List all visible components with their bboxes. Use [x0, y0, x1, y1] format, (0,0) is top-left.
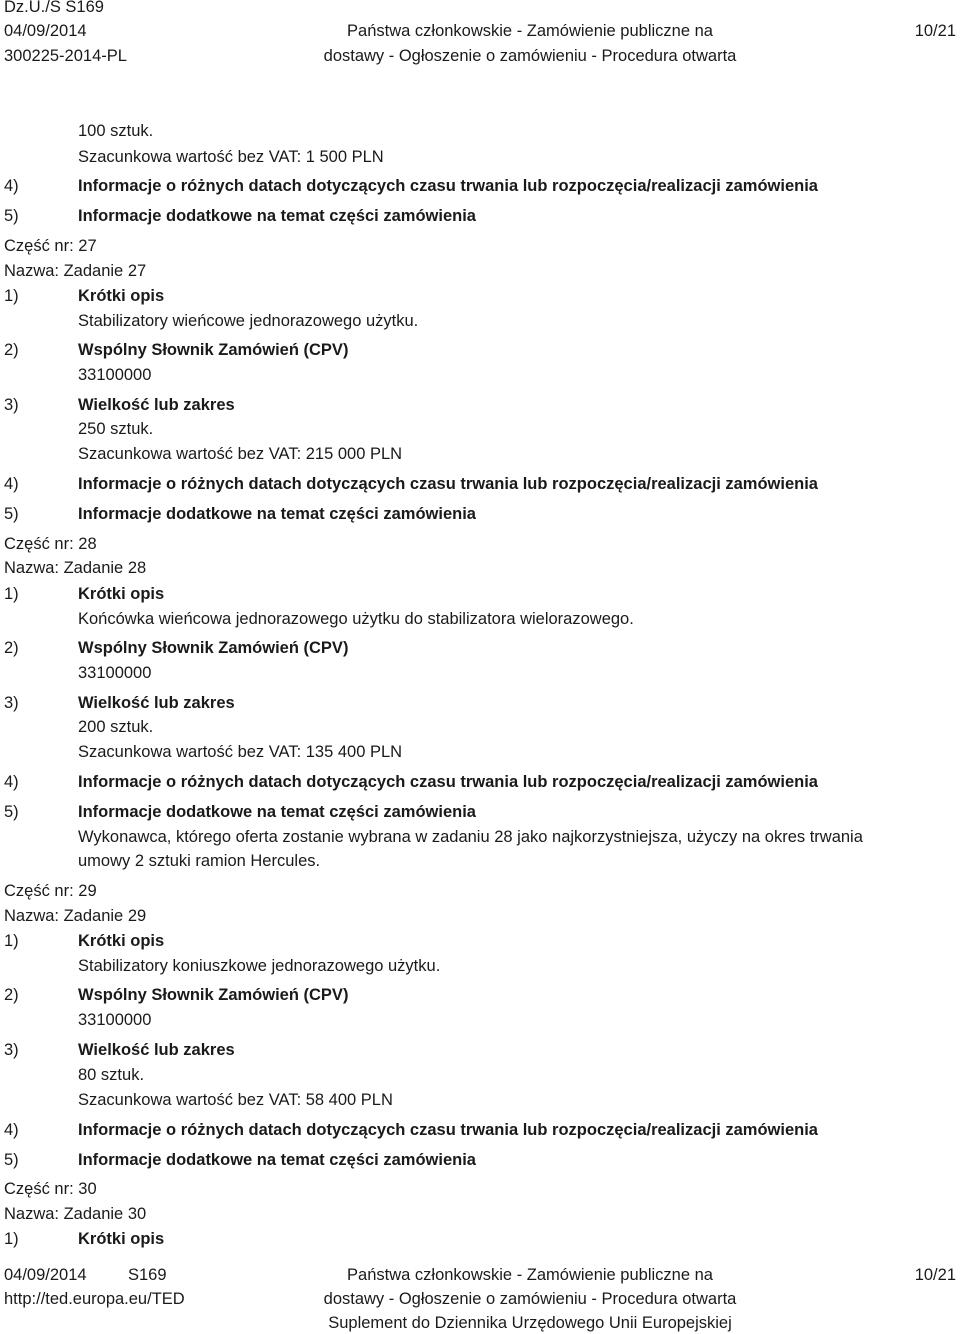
additional-info-text-line2: umowy 2 sztuki ramion Hercules.: [78, 852, 321, 870]
section-number: 1): [4, 287, 19, 305]
part-name: Nazwa: Zadanie 30: [4, 1205, 147, 1223]
section-number: 2): [4, 341, 19, 359]
footer-title-line1: Państwa członkowskie - Zamówienie publiczne na: [347, 1266, 713, 1284]
journal-ref: Dz.U./S S169: [4, 0, 104, 16]
section-number: 2): [4, 639, 19, 657]
footer-title-line3: Suplement do Dziennika Urzędowego Unii Europejskiej: [328, 1314, 732, 1332]
section-heading-short-description: Krótki opis: [78, 1230, 165, 1248]
section-heading-quantity: Wielkość lub zakres: [78, 694, 235, 712]
section-heading-quantity: Wielkość lub zakres: [78, 1041, 235, 1059]
section-heading-short-description: Krótki opis: [78, 287, 165, 305]
estimated-value-text: Szacunkowa wartość bez VAT: 215 000 PLN: [78, 445, 403, 463]
section-heading-additional-info: Informacje dodatkowe na temat części zamówienia: [78, 1151, 476, 1169]
cpv-code: 33100000: [78, 1011, 152, 1029]
header-title-line1: Państwa członkowskie - Zamówienie publiczne na: [347, 22, 713, 40]
quantity-text: 80 sztuk.: [78, 1066, 145, 1084]
section-heading-additional-info: Informacje dodatkowe na temat części zamówienia: [78, 803, 476, 821]
short-description-text: Końcówka wieńcowa jednorazowego użytku do stabilizatora wielorazowego.: [78, 610, 634, 628]
section-number: 5): [4, 505, 19, 523]
estimated-value-text: Szacunkowa wartość bez VAT: 135 400 PLN: [78, 743, 403, 761]
section-number: 2): [4, 986, 19, 1004]
section-heading-additional-info: Informacje dodatkowe na temat części zamówienia: [78, 207, 476, 225]
estimated-value-text: Szacunkowa wartość bez VAT: 1 500 PLN: [78, 148, 384, 166]
section-number: 1): [4, 1230, 19, 1248]
section-number: 5): [4, 803, 19, 821]
footer-url[interactable]: http://ted.europa.eu/TED: [4, 1290, 185, 1308]
section-heading-short-description: Krótki opis: [78, 932, 165, 950]
section-number: 3): [4, 1041, 19, 1059]
cpv-code: 33100000: [78, 366, 152, 384]
additional-info-text-line1: Wykonawca, którego oferta zostanie wybrana w zadaniu 28 jako najkorzystniejsza, użyczy na okres trwania: [78, 828, 863, 846]
section-number: 4): [4, 475, 19, 493]
section-number: 4): [4, 773, 19, 791]
quantity-text: 200 sztuk.: [78, 718, 154, 736]
section-number: 4): [4, 177, 19, 195]
section-heading-short-description: Krótki opis: [78, 585, 165, 603]
section-number: 1): [4, 932, 19, 950]
section-heading-cpv: Wspólny Słownik Zamówień (CPV): [78, 341, 349, 359]
part-number: Część nr: 30: [4, 1180, 97, 1198]
part-name: Nazwa: Zadanie 28: [4, 559, 147, 577]
section-heading-additional-info: Informacje dodatkowe na temat części zamówienia: [78, 505, 476, 523]
part-name: Nazwa: Zadanie 27: [4, 262, 147, 280]
footer-title-line2: dostawy - Ogłoszenie o zamówieniu - Procedura otwarta: [323, 1290, 737, 1308]
estimated-value-text: Szacunkowa wartość bez VAT: 58 400 PLN: [78, 1091, 393, 1109]
header-doc-id: 300225-2014-PL: [4, 47, 127, 65]
section-heading-cpv: Wspólny Słownik Zamówień (CPV): [78, 639, 349, 657]
header-title-line2: dostawy - Ogłoszenie o zamówieniu - Procedura otwarta: [323, 47, 737, 65]
footer-date: 04/09/2014: [4, 1266, 87, 1284]
section-number: 4): [4, 1121, 19, 1139]
section-number: 3): [4, 396, 19, 414]
short-description-text: Stabilizatory koniuszkowe jednorazowego użytku.: [78, 957, 441, 975]
section-heading-cpv: Wspólny Słownik Zamówień (CPV): [78, 986, 349, 1004]
part-number: Część nr: 27: [4, 237, 97, 255]
cpv-code: 33100000: [78, 664, 152, 682]
section-heading-dates: Informacje o różnych datach dotyczących czasu trwania lub rozpoczęcia/realizacji zamówienia: [78, 773, 818, 791]
section-heading-dates: Informacje o różnych datach dotyczących czasu trwania lub rozpoczęcia/realizacji zamówienia: [78, 177, 818, 195]
quantity-text: 100 sztuk.: [78, 122, 154, 140]
section-number: 1): [4, 585, 19, 603]
section-heading-dates: Informacje o różnych datach dotyczących czasu trwania lub rozpoczęcia/realizacji zamówienia: [78, 1121, 818, 1139]
section-number: 5): [4, 1151, 19, 1169]
part-number: Część nr: 28: [4, 535, 97, 553]
section-heading-quantity: Wielkość lub zakres: [78, 396, 235, 414]
short-description-text: Stabilizatory wieńcowe jednorazowego użytku.: [78, 312, 419, 330]
section-heading-dates: Informacje o różnych datach dotyczących czasu trwania lub rozpoczęcia/realizacji zamówienia: [78, 475, 818, 493]
header-page-number: 10/21: [914, 22, 956, 40]
part-number: Część nr: 29: [4, 882, 97, 900]
footer-page-number: 10/21: [914, 1266, 956, 1284]
quantity-text: 250 sztuk.: [78, 420, 154, 438]
section-number: 3): [4, 694, 19, 712]
footer-issue: S169: [128, 1266, 167, 1284]
section-number: 5): [4, 207, 19, 225]
part-name: Nazwa: Zadanie 29: [4, 907, 147, 925]
header-date: 04/09/2014: [4, 22, 87, 40]
